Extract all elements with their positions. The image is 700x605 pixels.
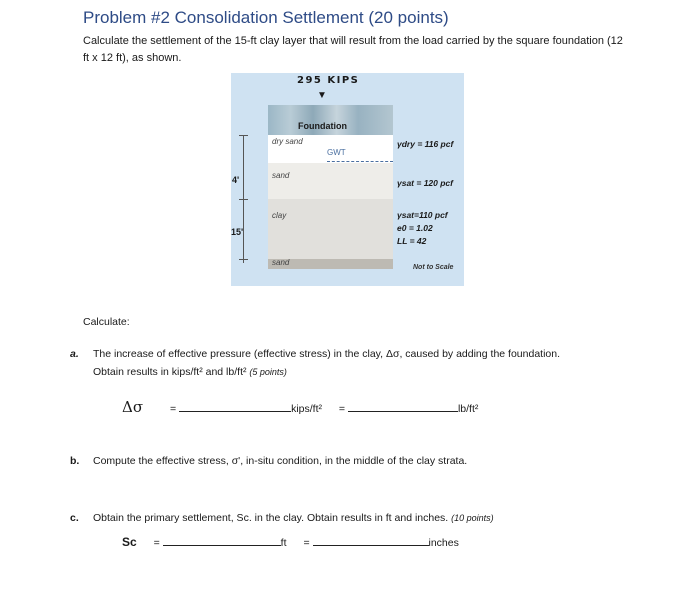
- foundation-block: [268, 105, 393, 135]
- clay-layer: [268, 199, 393, 259]
- equals-sign-4: =: [303, 537, 310, 549]
- part-c-text: Obtain the primary settlement, Sc. in the clay. Obtain results in ft and inches.: [93, 512, 449, 524]
- gamma-sat: γsat = 120 pcf: [397, 178, 453, 188]
- foundation-label: Foundation: [298, 121, 347, 131]
- part-a-text2: Obtain results in kips/ft² and lb/ft²: [93, 366, 247, 378]
- part-b-text: Compute the effective stress, σ', in-situ condition, in the middle of the clay strata.: [93, 455, 468, 467]
- down-arrow-icon: ▼: [317, 90, 327, 101]
- part-a-line2: [93, 366, 287, 378]
- delta-sigma-lb-blank[interactable]: [348, 411, 458, 412]
- load-label: 295 KIPS: [297, 75, 360, 86]
- part-a-points: (5 points): [249, 367, 287, 377]
- bottom-sand-label: sand: [272, 258, 290, 267]
- part-a-letter: a.: [70, 348, 79, 360]
- soil-profile-figure: [231, 73, 464, 286]
- water-table-line: [327, 161, 393, 162]
- settlement-row: [122, 535, 459, 549]
- delta-sigma-row: [122, 398, 478, 416]
- equals-sign: =: [170, 403, 177, 415]
- delta-sigma-kips-blank[interactable]: [179, 411, 291, 412]
- ruler-tick: [239, 199, 248, 200]
- part-c-letter: c.: [70, 512, 79, 524]
- unit-inches: inches: [428, 537, 459, 549]
- dim-15ft: 15': [231, 227, 244, 237]
- delta-sigma-symbol: Δσ: [122, 398, 144, 416]
- problem-title: Problem #2 Consolidation Settlement (20 points): [83, 8, 449, 27]
- unit-kips: kips/ft²: [291, 403, 322, 415]
- gwt-label: GWT: [327, 148, 346, 157]
- part-a-text: The increase of effective pressure (effective stress) in the clay, Δσ, caused by adding the foundation.: [93, 348, 560, 360]
- equals-sign-2: =: [338, 403, 346, 415]
- ruler-tick: [239, 135, 248, 136]
- clay-ll: LL = 42: [397, 236, 427, 246]
- part-c-line: [93, 512, 494, 524]
- sc-ft-blank[interactable]: [163, 545, 281, 546]
- problem-intro: Calculate the settlement of the 15-ft clay layer that will result from the load carried by the square foundation (12 ft x 12 ft), as shown.: [83, 35, 623, 64]
- dry-sand-label: dry sand: [272, 137, 303, 146]
- sand-label: sand: [272, 171, 290, 180]
- clay-e0: e0 = 1.02: [397, 223, 433, 233]
- sc-symbol: Sc: [122, 535, 137, 549]
- bottom-sand-layer: [268, 259, 393, 269]
- equals-sign-3: =: [153, 537, 160, 549]
- sc-inches-blank[interactable]: [313, 545, 429, 546]
- clay-label: clay: [272, 211, 287, 220]
- part-b-letter: b.: [70, 455, 80, 467]
- sand-layer: [268, 163, 393, 199]
- gamma-dry: γdry = 116 pcf: [397, 139, 454, 149]
- unit-ft: ft: [280, 537, 287, 549]
- calculate-label: Calculate:: [83, 316, 130, 328]
- not-to-scale-note: Not to Scale: [413, 264, 454, 271]
- dim-4ft: 4': [232, 175, 240, 185]
- part-c-points: (10 points): [451, 513, 494, 523]
- ruler-tick: [239, 259, 248, 260]
- clay-gamma: γsat=110 pcf: [397, 210, 448, 220]
- unit-lb: lb/ft²: [457, 403, 479, 415]
